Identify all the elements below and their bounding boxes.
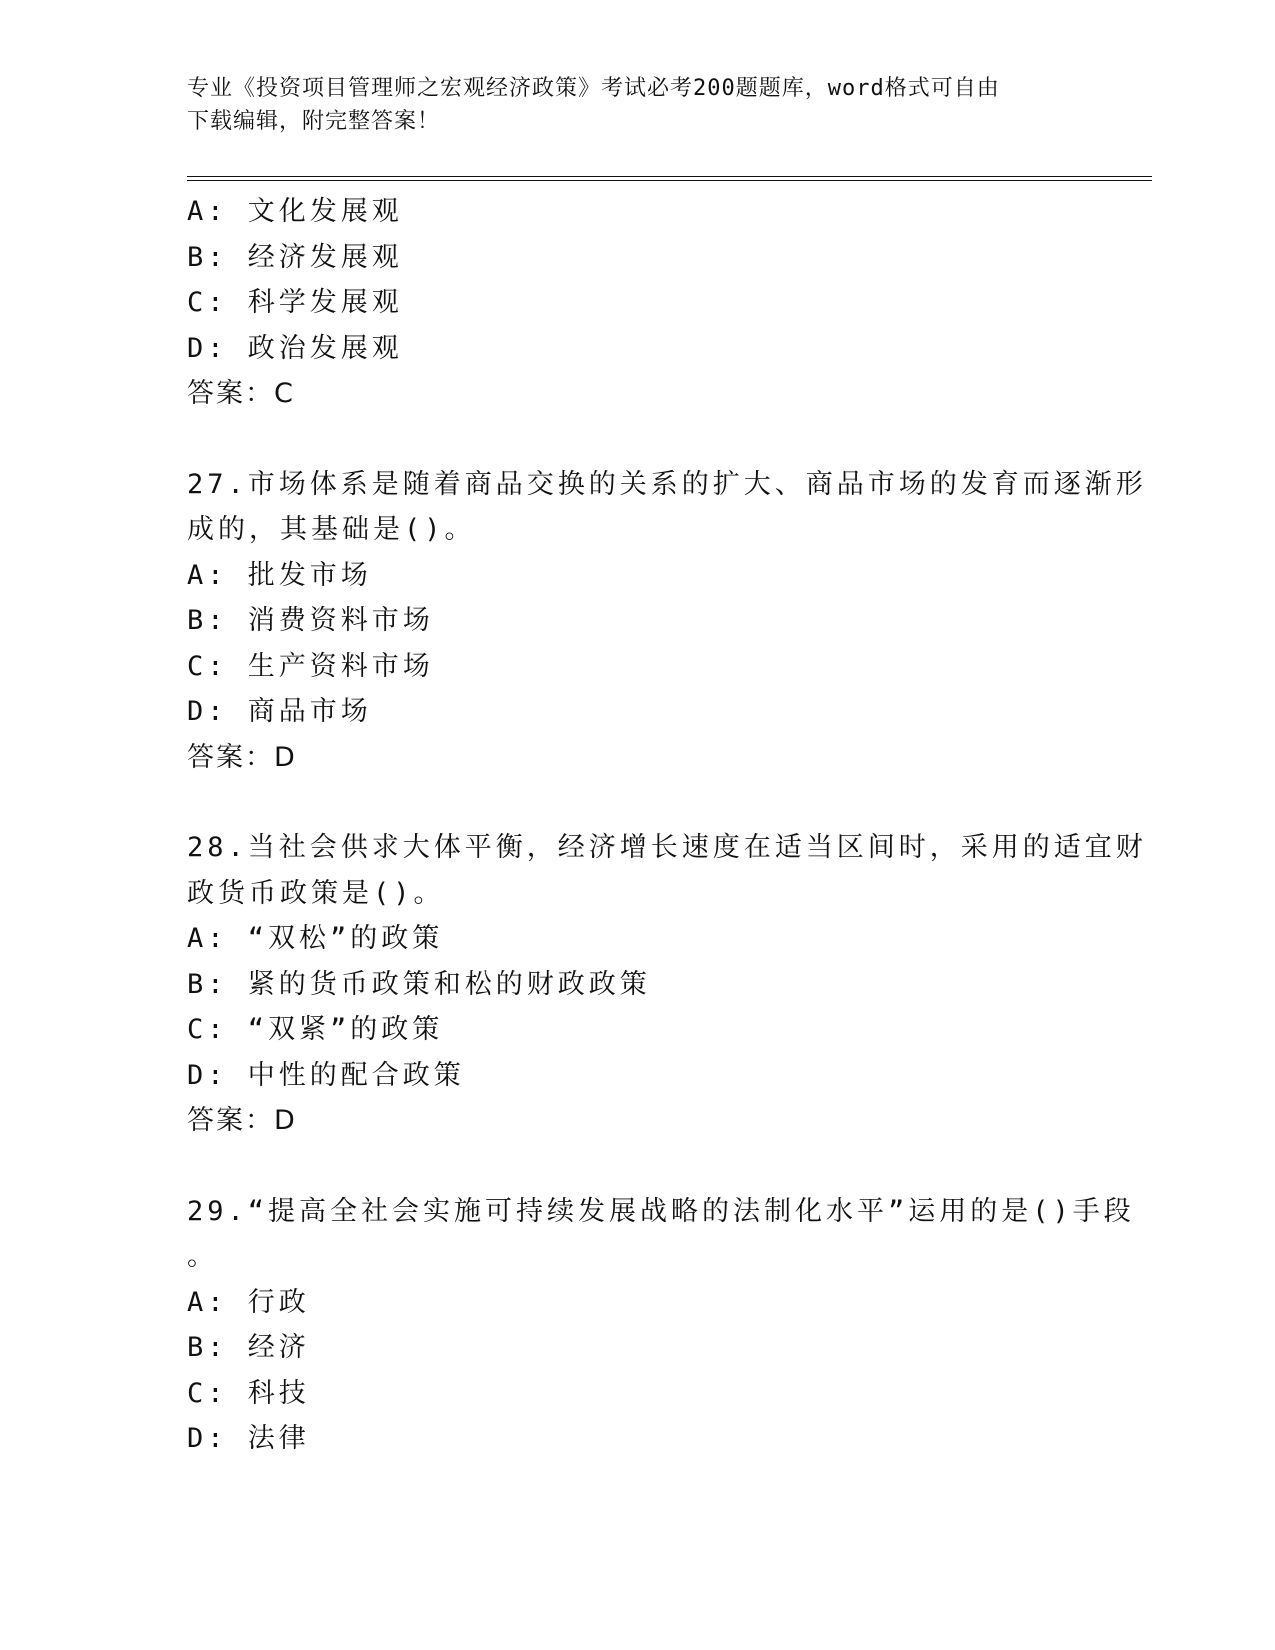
question-28 bbox=[187, 825, 1147, 1144]
option-b: B: 经济发展观 bbox=[187, 241, 403, 273]
header-line-2: 下载编辑，附完整答案！ bbox=[187, 109, 441, 134]
option-d: D: 法律 bbox=[187, 1423, 310, 1454]
answer: 答案：D bbox=[187, 741, 297, 773]
option-a: A: 文化发展观 bbox=[187, 196, 403, 227]
question-27 bbox=[187, 462, 1147, 781]
option-c: C: 生产资料市场 bbox=[187, 650, 434, 682]
question-text-line: 29.“提高全社会实施可持续发展战略的法制化水平”运用的是()手段 bbox=[187, 1195, 1135, 1227]
option-d: D: 商品市场 bbox=[187, 696, 372, 727]
option-c: C: “双紧”的政策 bbox=[187, 1014, 444, 1045]
option-a: A: 批发市场 bbox=[187, 559, 372, 591]
header-divider bbox=[187, 176, 1152, 181]
answer: 答案：C bbox=[187, 378, 295, 409]
option-b: B: 消费资料市场 bbox=[187, 605, 434, 636]
question-text-line: 27.市场体系是随着商品交换的关系的扩大、商品市场的发育而逐渐形 bbox=[187, 468, 1147, 500]
question-text-line: 28.当社会供求大体平衡，经济增长速度在适当区间时，采用的适宜财 bbox=[187, 832, 1147, 863]
option-c: C: 科学发展观 bbox=[187, 287, 403, 318]
option-c: C: 科技 bbox=[187, 1377, 310, 1409]
header-line-1: 专业《投资项目管理师之宏观经济政策》考试必考200题题库，word格式可自由 bbox=[187, 76, 1000, 101]
option-d: D: 政治发展观 bbox=[187, 332, 403, 364]
option-b: B: 经济 bbox=[187, 1332, 310, 1363]
question-26-tail bbox=[187, 189, 1087, 417]
option-d: D: 中性的配合政策 bbox=[187, 1059, 465, 1091]
option-b: B: 紧的货币政策和松的财政政策 bbox=[187, 968, 651, 1000]
question-text-line: 。 bbox=[187, 1241, 218, 1272]
document-body bbox=[187, 189, 1147, 1462]
page-header bbox=[187, 72, 1067, 138]
answer: 答案：D bbox=[187, 1105, 297, 1136]
option-a: A: “双松”的政策 bbox=[187, 923, 444, 954]
question-text-line: 成的，其基础是()。 bbox=[187, 514, 476, 545]
question-29 bbox=[187, 1189, 1135, 1462]
option-a: A: 行政 bbox=[187, 1286, 310, 1318]
question-text-line: 政货币政策是()。 bbox=[187, 877, 445, 909]
